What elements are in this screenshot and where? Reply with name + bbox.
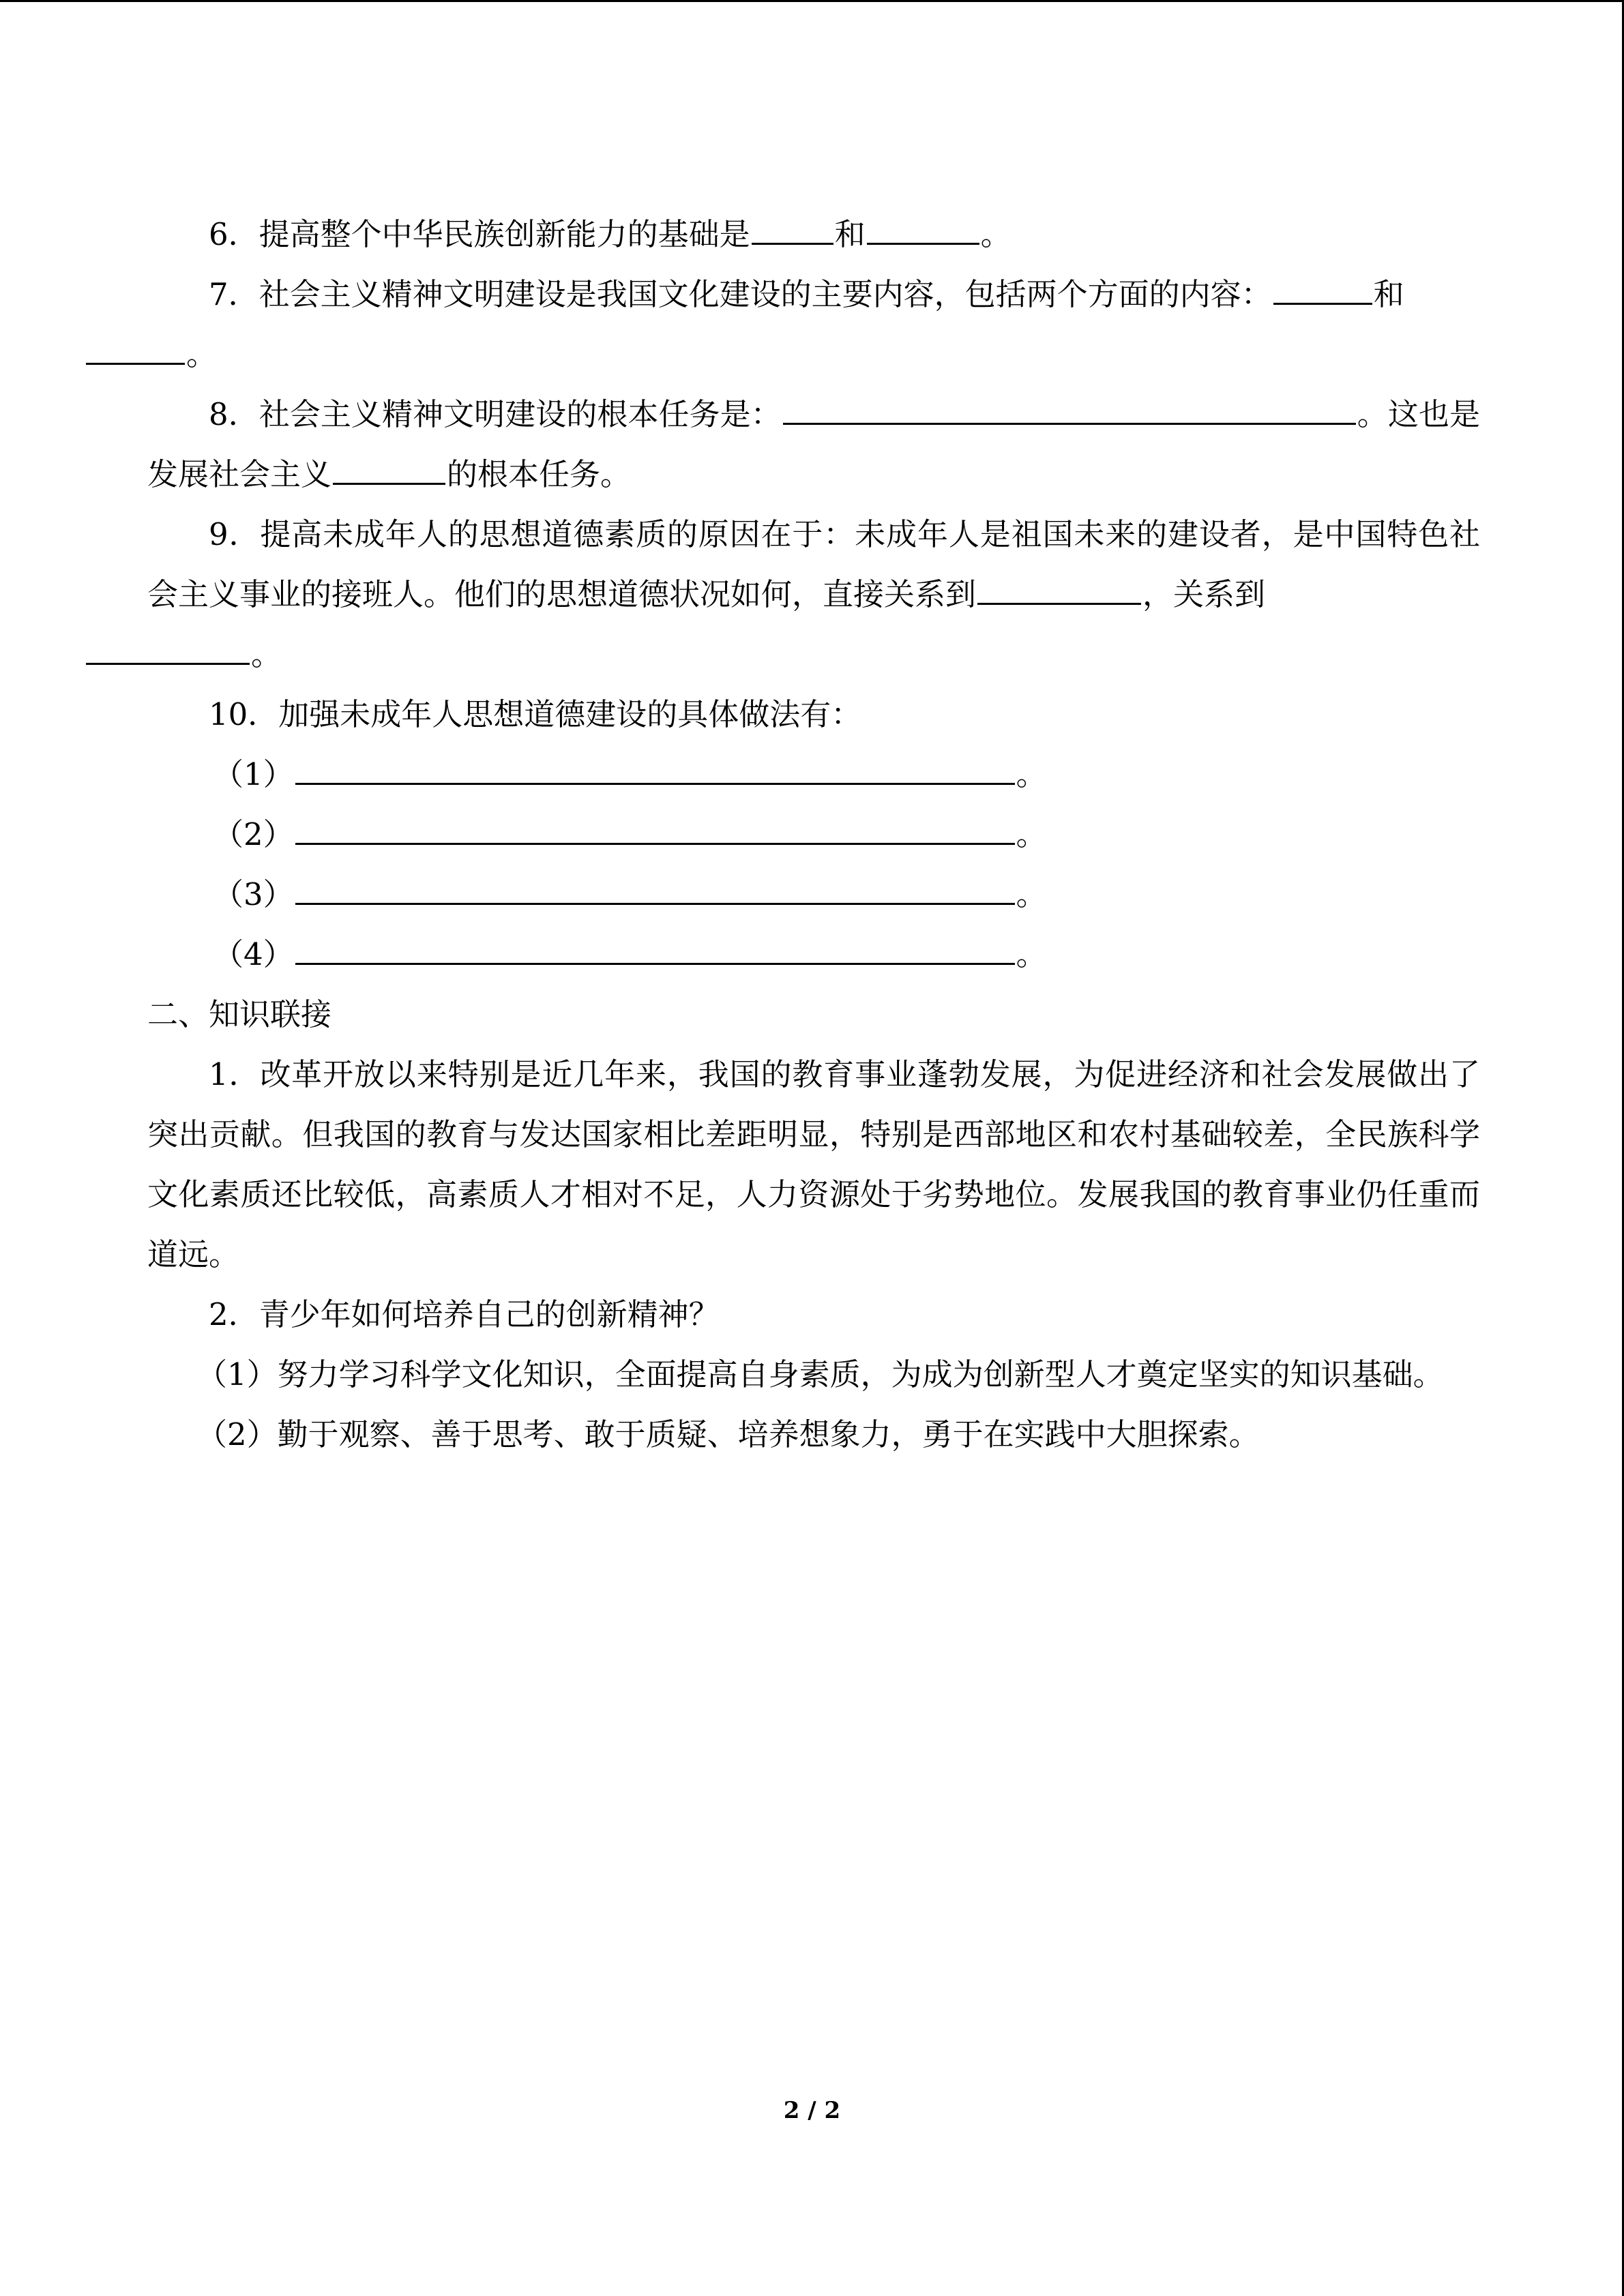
document-body: [147, 205, 1480, 1465]
question-7-text: 7．社会主义精神文明建设是我国文化建设的主要内容，包括两个方面的内容：: [209, 276, 1272, 312]
item-end: 。: [1016, 756, 1047, 792]
knowledge-paragraph-3: （1）努力学习科学文化知识，全面提高自身素质，为成为创新型人才奠定坚实的知识基础。: [196, 1356, 1444, 1392]
answer-blank[interactable]: [295, 811, 1015, 845]
answer-blank[interactable]: [86, 631, 250, 665]
section-heading: 二、知识联接: [147, 996, 332, 1032]
item-label: （2）: [213, 816, 294, 852]
item-end: 。: [1016, 876, 1047, 912]
question-8-text: 8．社会主义精神文明建设的根本任务是：: [209, 396, 782, 432]
item-end: 。: [1016, 936, 1047, 972]
knowledge-paragraph-1: 1．改革开放以来特别是近几年来，我国的教育事业蓬勃发展，为促进经济和社会发展做出了突出贡献。但我国的教育与发达国家相比差距明显，特别是西部地区和农村基础较差，全民族科学文化素质还比较低，高素质人才相对不足，人力资源处于劣势地位。发展我国的教育事业仍任重而道远。: [147, 1056, 1480, 1272]
answer-blank[interactable]: [752, 211, 833, 245]
question-10-item-3: [147, 865, 1480, 925]
question-9: [147, 505, 1480, 685]
answer-blank[interactable]: [86, 331, 185, 365]
answer-blank[interactable]: [295, 751, 1015, 785]
question-9-text: 9．提高未成年人的思想道德素质的原因在于：未成年人是祖国未来的建设者，是中国特色社会主义事业的接班人。他们的思想道德状况如何，直接关系到: [147, 516, 1480, 612]
question-7: [147, 265, 1480, 385]
answer-blank[interactable]: [1273, 271, 1372, 305]
item-label: （1）: [213, 756, 294, 792]
question-10: [147, 685, 1480, 745]
item-end: 。: [1016, 816, 1047, 852]
page-border-top: [0, 0, 1624, 2]
question-10-item-1: [147, 745, 1480, 805]
knowledge-paragraph-4: （2）勤于观察、善于思考、敢于质疑、培养想象力，勇于在实践中大胆探索。: [196, 1416, 1260, 1452]
question-7-connector: 和: [1373, 276, 1404, 312]
question-6-end: 。: [980, 216, 1012, 252]
answer-blank[interactable]: [333, 451, 445, 485]
answer-blank[interactable]: [867, 211, 979, 245]
question-6-text: 6．提高整个中华民族创新能力的基础是: [209, 216, 750, 252]
question-6: [147, 205, 1480, 265]
answer-blank[interactable]: [977, 571, 1141, 605]
question-10-item-4: [147, 925, 1480, 985]
question-7-end: 。: [186, 336, 218, 372]
answer-blank[interactable]: [783, 391, 1356, 425]
item-label: （3）: [213, 876, 294, 912]
question-9-end: 。: [251, 636, 282, 672]
question-8-connector: 。这也是发展社会主义: [147, 396, 1480, 492]
question-8-end: 的根本任务。: [447, 456, 632, 492]
question-10-item-2: [147, 805, 1480, 865]
answer-blank[interactable]: [295, 871, 1015, 905]
question-8: [147, 385, 1480, 505]
knowledge-paragraph-2: 2．青少年如何培养自己的创新精神？: [209, 1296, 720, 1332]
page-number: 2 / 2: [783, 2097, 841, 2124]
answer-blank[interactable]: [295, 931, 1015, 965]
question-9-connector: ，关系到: [1142, 576, 1266, 612]
question-10-text: 10．加强未成年人思想道德建设的具体做法有：: [209, 696, 862, 732]
item-label: （4）: [213, 936, 294, 972]
question-6-connector: 和: [834, 216, 866, 252]
